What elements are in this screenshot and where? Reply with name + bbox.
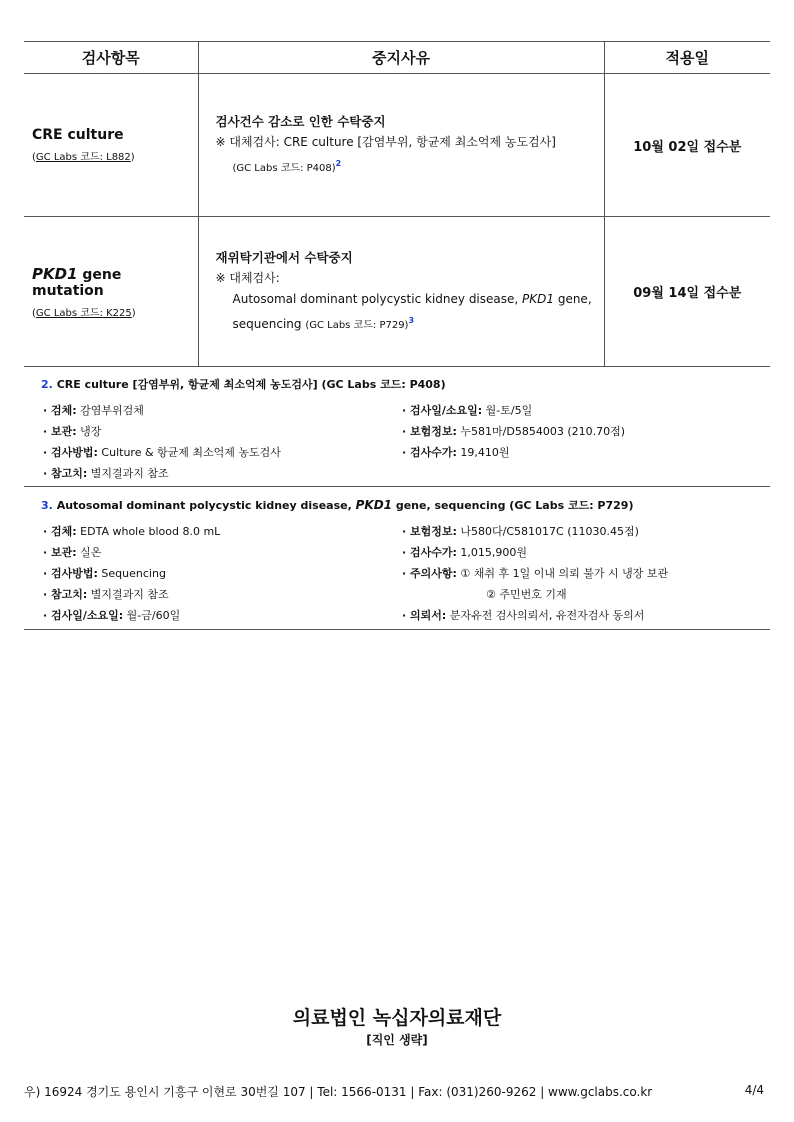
alternative-test-code-line: sequencing (GC Labs 코드: P729)$^3$ xyxy=(232,316,415,331)
apply-date: 10월 02일 접수분 xyxy=(604,74,770,217)
info-price: · 검사수가: 19,410원 xyxy=(402,446,510,459)
test-item-code: GC Labs 코드: K225 xyxy=(35,307,132,319)
table-row xyxy=(24,217,770,367)
gene-name: PKD1 xyxy=(32,264,78,283)
info-reference: · 참고치: 별지결과지 참조 xyxy=(43,467,169,480)
alternative-test: ※ 대체검사: CRE culture [감염부위, 항균제 최소억제 농도검사] xyxy=(215,135,556,149)
seal-omitted-note: [직인 생략] xyxy=(366,1033,428,1047)
section-title: 2. CRE culture [감염부위, 항균제 최소억제 농도검사] (GC Labs 코드: P408) xyxy=(41,378,446,391)
info-specimen: · 검체: 감염부위검체 xyxy=(43,404,144,417)
section-title: 3. Autosomal dominant polycystic kidney disease, PKD1 gene, sequencing (GC Labs 코드: P729) xyxy=(41,498,634,512)
alternative-test-label: ※ 대체검사: xyxy=(215,271,280,285)
section-left-column xyxy=(43,400,281,484)
info-insurance: · 보험정보: 나580다/C581017C (11030.45점) xyxy=(402,525,639,538)
test-item-name: CRE culture xyxy=(32,127,124,143)
reason-cell xyxy=(198,217,604,367)
info-storage: · 보관: 실온 xyxy=(43,546,102,559)
info-reference: · 참고치: 별지결과지 참조 xyxy=(43,588,169,601)
test-item-name: PKD1 gene mutation xyxy=(32,264,122,299)
test-item-code: GC Labs 코드: L882 xyxy=(35,152,131,163)
section-pkd1-sequencing xyxy=(24,487,770,630)
info-specimen: · 검체: EDTA whole blood 8.0 mL xyxy=(43,525,221,538)
info-method: · 검사방법: Sequencing xyxy=(43,567,166,580)
alternative-test-code: (GC Labs 코드: P408) xyxy=(232,163,336,174)
info-request-form: · 의뢰서: 분자유전 검사의뢰서, 유전자검사 동의서 xyxy=(402,609,645,622)
apply-date: 09월 14일 접수분 xyxy=(604,217,770,367)
reason-cell xyxy=(198,74,604,217)
test-item-cell: CRE culture (GC Labs 코드: L882) xyxy=(24,74,198,217)
reference-marker: 2 xyxy=(335,159,342,168)
info-storage: · 보관: 냉장 xyxy=(43,425,102,438)
footer-address: 우) 16924 경기도 용인시 기흥구 이현로 30번길 107 | Tel: 1566-0131 | Fax: (031)260-9262 | www.gclabs.co.kr xyxy=(24,1085,653,1099)
reason-title: 재위탁기관에서 수탁중지 xyxy=(215,250,353,265)
info-schedule: · 검사일/소요일: 월-토/5일 xyxy=(402,404,533,417)
info-price: · 검사수가: 1,015,900원 xyxy=(402,546,528,559)
table-row xyxy=(24,74,770,217)
section-cre-culture xyxy=(24,366,770,487)
reason-title: 검사건수 감소로 인한 수탁중지 xyxy=(215,114,386,129)
table-header-row xyxy=(24,42,770,74)
test-item-cell: PKD1 gene mutation (GC Labs 코드: K225) xyxy=(24,217,198,367)
header-apply-date: 적용일 xyxy=(604,42,770,74)
info-insurance: · 보험정보: 누581마/D5854003 (210.70점) xyxy=(402,425,626,438)
info-schedule: · 검사일/소요일: 월-금/60일 xyxy=(43,609,181,622)
page-number: 4/4 xyxy=(744,1083,764,1097)
section-right-column xyxy=(402,521,668,626)
header-test-item: 검사항목 xyxy=(24,42,198,74)
info-method: · 검사방법: Culture & 항균제 최소억제 농도검사 xyxy=(43,446,281,459)
reference-marker: 3 xyxy=(408,316,415,325)
info-caution: · 주의사항: ① 채취 후 1일 이내 의뢰 불가 시 냉장 보관 xyxy=(402,567,669,580)
section-left-column xyxy=(43,521,220,626)
info-caution-2: ② 주민번호 기재 xyxy=(486,588,567,601)
alternative-test: Autosomal dominant polycystic kidney disease, PKD1 gene, xyxy=(232,292,592,306)
header-reason: 중지사유 xyxy=(198,42,604,74)
organization-name: 의료법인 녹십자의료재단 xyxy=(292,1007,502,1029)
section-right-column xyxy=(402,400,625,463)
discontinued-tests-table xyxy=(24,41,770,367)
